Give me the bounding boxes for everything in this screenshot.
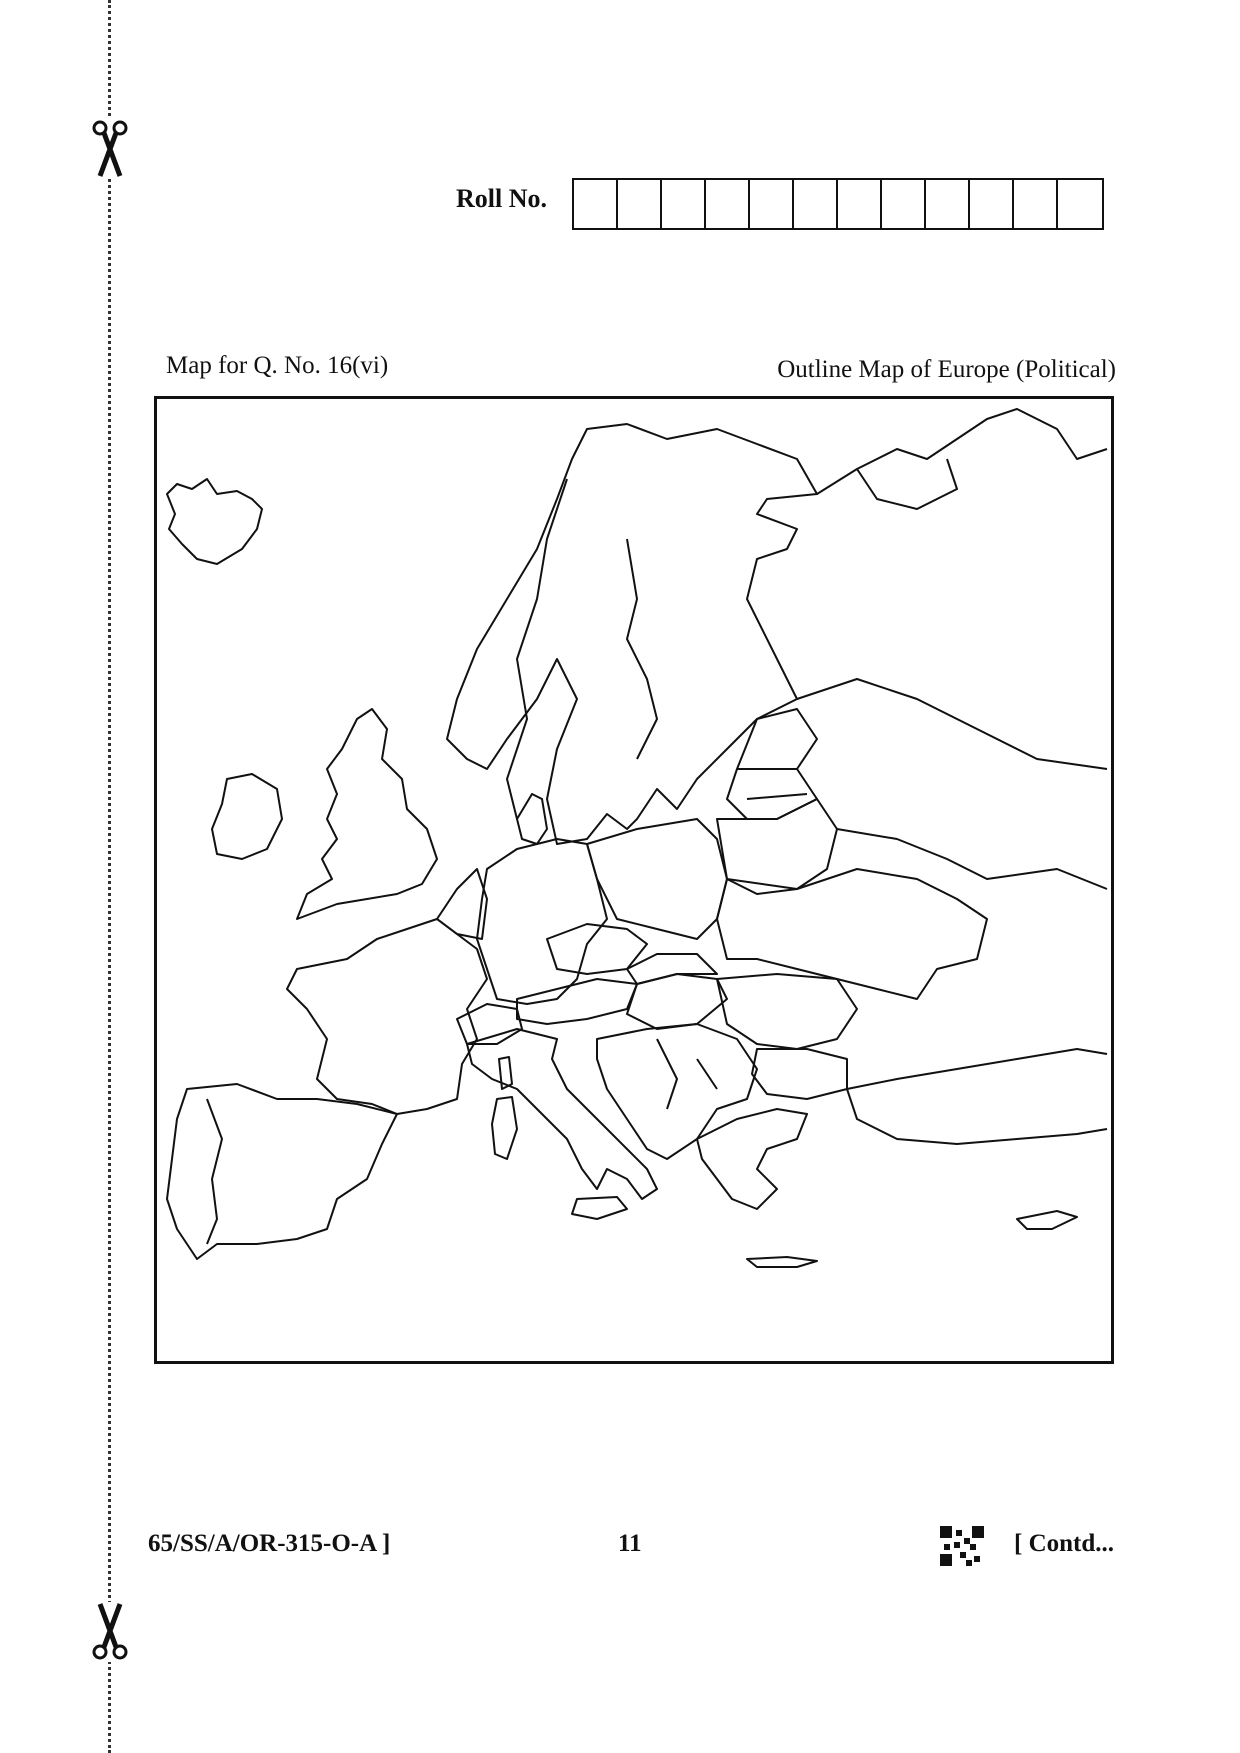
baltic-states-outline — [727, 709, 817, 819]
roll-digit-box[interactable] — [750, 180, 794, 228]
roll-digit-box[interactable] — [882, 180, 926, 228]
austria-outline — [517, 979, 637, 1024]
turkey-outline — [847, 1049, 1107, 1144]
benelux-outline — [437, 869, 487, 939]
balkans-outline — [597, 1024, 757, 1159]
great-britain-outline — [297, 709, 437, 919]
ireland-outline — [212, 774, 282, 859]
roll-number-label: Roll No. — [456, 184, 547, 213]
roll-digit-box[interactable] — [662, 180, 706, 228]
page-number: 11 — [618, 1530, 642, 1557]
continued-marker: [ Contd... — [1014, 1530, 1115, 1557]
portugal-border — [207, 1099, 222, 1244]
crete-outline — [747, 1257, 817, 1267]
paper-code: 65/SS/A/OR-315-O-A ] — [148, 1530, 391, 1557]
map-title-caption: Outline Map of Europe (Political) — [777, 356, 1116, 383]
roll-digit-box[interactable] — [618, 180, 662, 228]
scissors-icon — [90, 118, 130, 178]
ukraine-outline — [717, 869, 987, 999]
denmark-outline — [517, 794, 547, 844]
bulgaria-outline — [752, 1049, 847, 1099]
germany-outline — [477, 839, 607, 1004]
cyprus-outline — [1017, 1211, 1077, 1229]
norway-sweden-border — [507, 479, 567, 819]
italy-outline — [467, 1029, 657, 1199]
europe-map-drawing — [157, 399, 1111, 1361]
kola-peninsula — [857, 459, 957, 509]
iceland-outline — [167, 479, 262, 564]
romania-outline — [717, 974, 857, 1049]
roll-digit-box[interactable] — [926, 180, 970, 228]
scandinavia-outline — [447, 424, 817, 844]
map-question-caption: Map for Q. No. 16(vi) — [166, 352, 389, 379]
russia-west-outline — [797, 679, 1107, 889]
roll-digit-box[interactable] — [1014, 180, 1058, 228]
scissors-icon — [90, 1602, 130, 1662]
iberian-peninsula-outline — [167, 1084, 397, 1259]
sweden-finland-border — [627, 539, 657, 759]
greece-outline — [697, 1109, 807, 1209]
roll-digit-box[interactable] — [794, 180, 838, 228]
roll-digit-box[interactable] — [1058, 180, 1102, 228]
qr-code-icon — [940, 1526, 984, 1566]
slovakia-outline — [627, 954, 717, 984]
poland-outline — [587, 819, 727, 939]
roll-digit-box[interactable] — [838, 180, 882, 228]
roll-number-boxes[interactable] — [572, 178, 1104, 230]
sardinia-outline — [492, 1097, 517, 1159]
russia-north-coast — [817, 409, 1107, 494]
cut-line — [108, 0, 111, 1753]
europe-outline-map — [154, 396, 1114, 1364]
france-outline — [287, 919, 487, 1114]
roll-digit-box[interactable] — [574, 180, 618, 228]
sicily-outline — [572, 1197, 627, 1219]
roll-digit-box[interactable] — [706, 180, 750, 228]
roll-digit-box[interactable] — [970, 180, 1014, 228]
